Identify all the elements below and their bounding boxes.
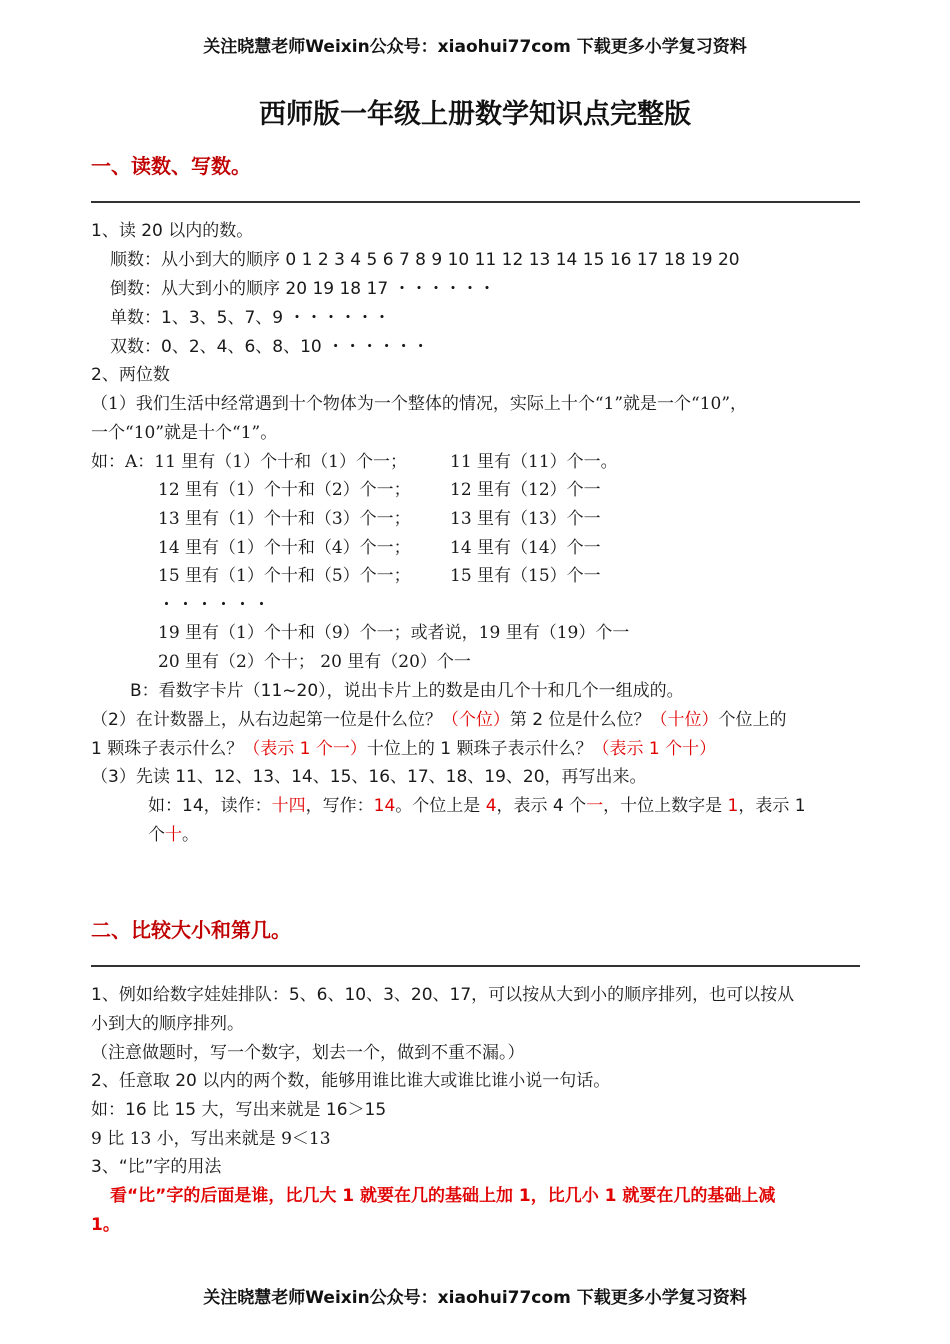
question-3-example-line2: 个十。	[148, 825, 199, 845]
section2-heading: 二、比较大小和第几。	[91, 918, 291, 942]
s2-item1b: 小到大的顺序排列。	[91, 1014, 244, 1034]
s2-example1: 如：16 比 15 大，写出来就是 16＞15	[91, 1100, 387, 1120]
section1-divider	[91, 201, 860, 203]
example-19: 19 里有（1）个十和（9）个一；或者说，19 里有（19）个一	[158, 623, 630, 643]
s2-item3: 3、“比”字的用法	[91, 1157, 222, 1177]
example-20: 20 里有（2）个十； 20 里有（20）个一	[158, 652, 471, 672]
s1-shunshu: 顺数：从小到大的顺序 0 1 2 3 4 5 6 7 8 9 10 11 12 13 14 15 16 17 18 19 20	[110, 250, 740, 270]
s1-item2: 2、两位数	[91, 365, 170, 385]
question-2-line2: 1 颗珠子表示什么？（表示 1 个一）十位上的 1 颗珠子表示什么？（表示 1 个十）	[91, 739, 717, 759]
s1-item2-1b: 一个“10”就是十个“1”。	[91, 423, 278, 443]
example-row-b: 13 里有（13）个一	[450, 509, 601, 529]
example-row-a: 15 里有（1）个十和（5）个一；	[158, 566, 411, 586]
s2-rule-line1: 看“比”字的后面是谁，比几大 1 就要在几的基础上加 1，比几小 1 就要在几的基础上减	[110, 1186, 776, 1206]
s1-item1: 1、读 20 以内的数。	[91, 221, 254, 241]
s2-note: （注意做题时，写一个数字，划去一个，做到不重不漏。）	[91, 1043, 525, 1063]
question-3: （3）先读 11、12、13、14、15、16、17、18、19、20，再写出来。	[91, 767, 647, 787]
s2-item1a: 1、例如给数字娃娃排队：5、6、10、3、20、17，可以按从大到小的顺序排列，也可以按从	[91, 985, 795, 1005]
s2-item2: 2、任意取 20 以内的两个数，能够用谁比谁大或谁比谁小说一句话。	[91, 1071, 611, 1091]
page-footer: 关注晓慧老师Weixin公众号：xiaohui77com 下载更多小学复习资料	[203, 1288, 747, 1308]
s1-shuangshu: 双数：0、2、4、6、8、10 ・・・・・・	[110, 337, 430, 357]
example-b: B：看数字卡片（11~20），说出卡片上的数是由几个十和几个一组成的。	[130, 681, 684, 701]
ellipsis-dots: ・・・・・・	[158, 595, 272, 615]
example-row-a: 13 里有（1）个十和（3）个一；	[158, 509, 411, 529]
s1-danshu: 单数：1、3、5、7、9 ・・・・・・	[110, 308, 391, 328]
s2-rule-line2: 1。	[91, 1215, 120, 1235]
example-row-a: 12 里有（1）个十和（2）个一；	[158, 480, 411, 500]
section2-divider	[91, 965, 860, 967]
page-header: 关注晓慧老师Weixin公众号：xiaohui77com 下载更多小学复习资料	[203, 37, 747, 57]
s1-item2-1a: （1）我们生活中经常遇到十个物体为一个整体的情况，实际上十个“1”就是一个“10”，	[91, 394, 748, 414]
example-row-b: 12 里有（12）个一	[450, 480, 601, 500]
example-row-b: 11 里有（11）个一。	[450, 452, 618, 472]
question-3-example-line1: 如：14，读作：十四，写作：14。个位上是 4，表示 4 个一，十位上数字是 1，表示 1	[148, 796, 806, 816]
example-row-b: 14 里有（14）个一	[450, 538, 601, 558]
section1-heading: 一、读数、写数。	[91, 154, 251, 178]
page-title: 西师版一年级上册数学知识点完整版	[259, 99, 691, 130]
example-row-a: 如：A：11 里有（1）个十和（1）个一；	[91, 452, 407, 472]
s1-daoshu: 倒数：从大到小的顺序 20 19 18 17 ・・・・・・	[110, 279, 496, 299]
question-2-line1: （2）在计数器上，从右边起第一位是什么位？（个位）第 2 位是什么位？（十位）个位上的	[91, 710, 787, 730]
example-row-a: 14 里有（1）个十和（4）个一；	[158, 538, 411, 558]
s2-example2: 9 比 13 小，写出来就是 9＜13	[91, 1129, 331, 1149]
example-row-b: 15 里有（15）个一	[450, 566, 601, 586]
